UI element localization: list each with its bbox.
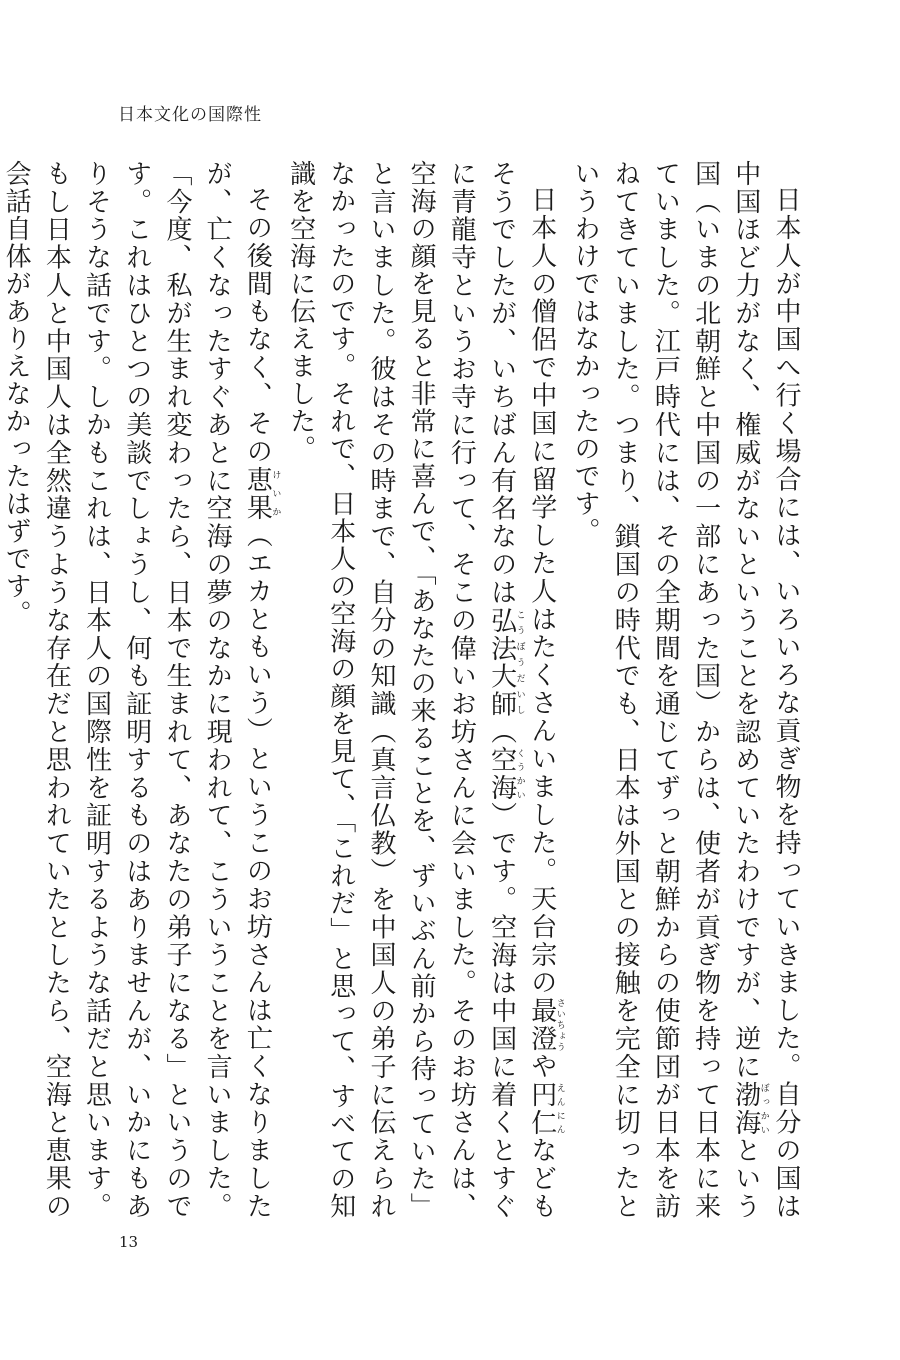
furigana-kobodaishi: 弘法大師こうぼうだいし	[486, 606, 525, 719]
furigana-ennin: 円仁えんにん	[526, 1080, 565, 1137]
running-title: 日本文化の国際性	[118, 105, 262, 125]
furigana-saicho: 最澄さいちょう	[526, 996, 565, 1053]
page-number: 13	[119, 1233, 139, 1251]
paragraph-1: 日本人が中国へ行く場合には、いろいろな貢ぎ物を持っていきました。自分の国は中国ほど力がなく、権威がないということを認めていたわけですが、逆に渤海ぼっかいという国（いまの北朝鮮と中国の一部にあった国）からは、使者が貢ぎ物を持って日本に来ていました。江戸時代には、その全期間を通じてずっと朝鮮からの使節団が日本を訪ねてきていました。つまり、鎖国の時代でも、日本は外国との接触を完全に切ったというわけではなかったのです。	[569, 160, 801, 1221]
paragraph-3: その後間もなく、その恵果けいか（エカともいう）というこのお坊さんは亡くなりましたが、亡くなったすぐあとに空海の夢のなかに現われて、こういうことを言いました。「今度、私が生まれ変わったら、日本で生まれて、あなたの弟子になる」というのです。これはひとつの美談でしょうし、何も証明するものはありませんが、いかにもありそうな話です。しかもこれは、日本人の国際性を証明するような話だと思います。もし日本人と中国人は全然違うような存在だと思われていたとしたら、空海と恵果の会話自体がありえなかったはずです。	[1, 160, 281, 1221]
furigana-bokkai: 渤海ぼっかい	[730, 1080, 769, 1137]
furigana-kukai: 空海くうかい	[486, 746, 525, 802]
furigana-keika: 恵果けいか	[242, 465, 281, 522]
paragraph-2: 日本人の僧侶で中国に留学した人はたくさんいました。天台宗の最澄さいちょうや円仁えんにんなどもそうでしたが、いちばん有名なのは弘法大師こうぼうだいし（空海くうかい）です。空海は中国に着くとすぐに青龍寺というお寺に行って、そこの偉いお坊さんに会いました。そのお坊さんは、空海の顔を見ると非常に喜んで、「あなたの来ることを、ずいぶん前から待っていた」と言いました。彼はその時まで、自分の知識（真言仏教）を中国人の弟子に伝えられなかったのです。それで、日本人の空海の顔を見て、「これだ」と思って、すべての知識を空海に伝えました。	[285, 160, 565, 1221]
body-text	[1, 160, 806, 1221]
